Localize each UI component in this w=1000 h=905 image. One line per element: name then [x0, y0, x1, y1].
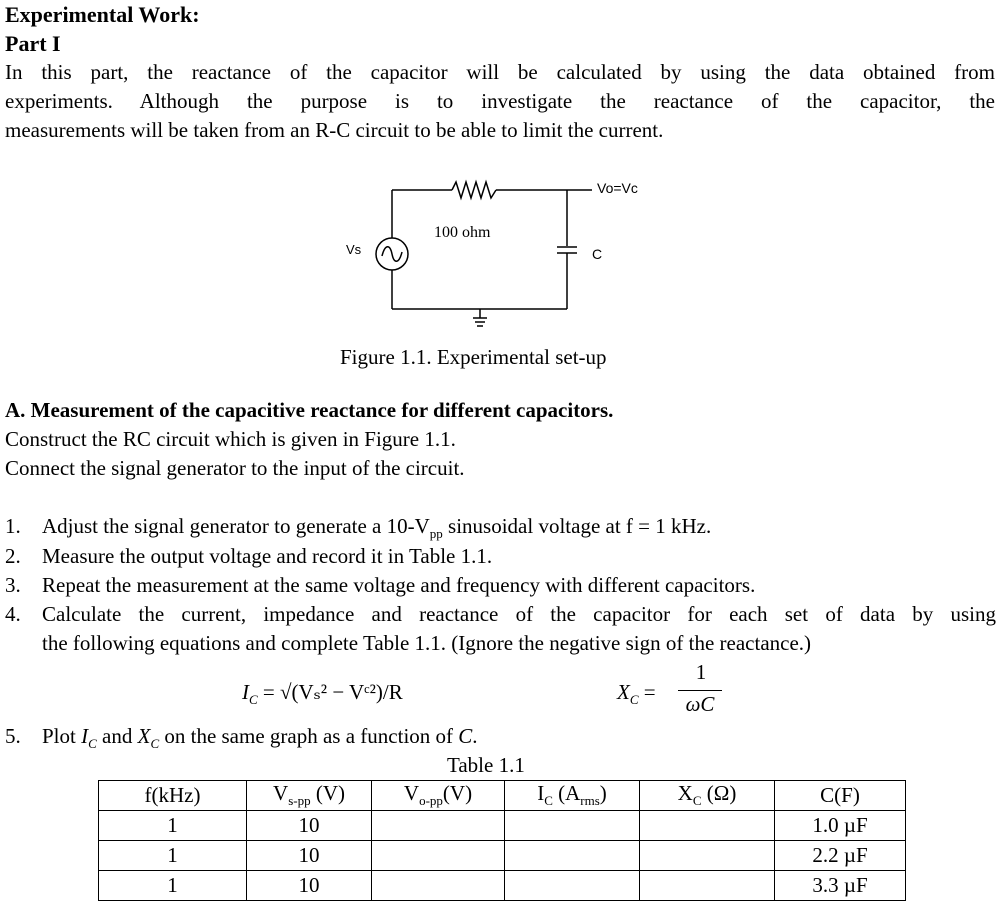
output-label: Vo=Vc	[597, 180, 638, 196]
table-row	[99, 871, 906, 901]
intro-line-1: In this part, the reactance of the capacitor will be calculated by using the data obtained from	[5, 60, 995, 84]
cell-xc[interactable]	[640, 841, 775, 871]
source-label: Vs	[346, 242, 362, 257]
cell-ic[interactable]	[505, 871, 640, 901]
step-1-number: 1.	[5, 514, 21, 538]
cell-capacitance: 3.3 µF	[775, 871, 906, 901]
resistor-symbol	[452, 182, 496, 198]
cell-capacitance: 2.2 µF	[775, 841, 906, 871]
cell-xc[interactable]	[640, 811, 775, 841]
cell-xc[interactable]	[640, 871, 775, 901]
cell-ic[interactable]	[505, 841, 640, 871]
cell-frequency: 1	[99, 871, 247, 901]
cell-capacitance: 1.0 µF	[775, 811, 906, 841]
cell-vs: 10	[247, 841, 372, 871]
step-4-line-2: the following equations and complete Table 1.1. (Ignore the negative sign of the reactance.)	[42, 631, 812, 655]
cell-frequency: 1	[99, 841, 247, 871]
cell-vo[interactable]	[372, 811, 505, 841]
figure-caption: Figure 1.1. Experimental set-up	[340, 345, 607, 369]
cell-vs: 10	[247, 871, 372, 901]
header-capacitance: C(F)	[775, 781, 906, 811]
capacitor-label: C	[592, 246, 603, 262]
step-3-text: Repeat the measurement at the same voltage and frequency with different capacitors.	[42, 573, 756, 597]
cell-vo[interactable]	[372, 841, 505, 871]
header-ic: $I_C$ $(A_{rms})$	[505, 781, 640, 811]
step-4-number: 4.	[5, 602, 21, 626]
step-1-text: Adjust the signal generator to generate a $10-V_{pp}$ sinusoidal voltage at f = 1 kHz.	[42, 514, 712, 542]
step-4-line-1: Calculate the current, impedance and reactance of the capacitor for each set of data by using	[42, 602, 996, 626]
section-a-line-1: Construct the RC circuit which is given in Figure 1.1.	[5, 427, 456, 451]
table-row	[99, 841, 906, 871]
cell-frequency: 1	[99, 811, 247, 841]
header-vs: $V_{s-pp}$ (V)	[247, 781, 372, 811]
reactance-numerator: 1	[695, 660, 707, 684]
reactance-equation-lhs: $X_C$ =	[617, 680, 656, 708]
fraction-bar	[678, 690, 722, 691]
intro-line-3: measurements will be taken from an R-C circuit to be able to limit the current.	[5, 118, 664, 142]
table-row	[99, 811, 906, 841]
header-vo: $V_{o-pp}(V)$	[372, 781, 505, 811]
step-2-number: 2.	[5, 544, 21, 568]
step-3-number: 3.	[5, 573, 21, 597]
cell-vs: 10	[247, 811, 372, 841]
current-equation: $I_C = √(V_s^2$ − Vᶜ²)/R	[242, 680, 403, 708]
page-title: Experimental Work:	[5, 2, 200, 27]
section-a-heading: A. Measurement of the capacitive reactance for different capacitors.	[5, 398, 614, 422]
data-table	[98, 780, 906, 901]
step-2-text: Measure the output voltage and record it in Table 1.1.	[42, 544, 493, 568]
reactance-denominator: ωC	[685, 692, 715, 716]
header-frequency: f(kHz)	[99, 781, 247, 811]
cell-ic[interactable]	[505, 811, 640, 841]
rc-circuit-diagram	[330, 170, 690, 340]
header-xc: $X_C$ (Ω)	[640, 781, 775, 811]
table-caption: Table 1.1	[447, 753, 525, 777]
cell-vo[interactable]	[372, 871, 505, 901]
table-header-row	[99, 781, 906, 811]
step-5-text: Plot $I_C$ and $X_C$ on the same graph as a function of C.	[42, 724, 478, 752]
part-heading: Part I	[5, 31, 61, 56]
section-a-line-2: Connect the signal generator to the input of the circuit.	[5, 456, 465, 480]
intro-line-2: experiments. Although the purpose is to investigate the reactance of the capacitor, the	[5, 89, 995, 113]
resistor-label: 100 ohm	[434, 224, 491, 241]
step-5-number: 5.	[5, 724, 21, 748]
